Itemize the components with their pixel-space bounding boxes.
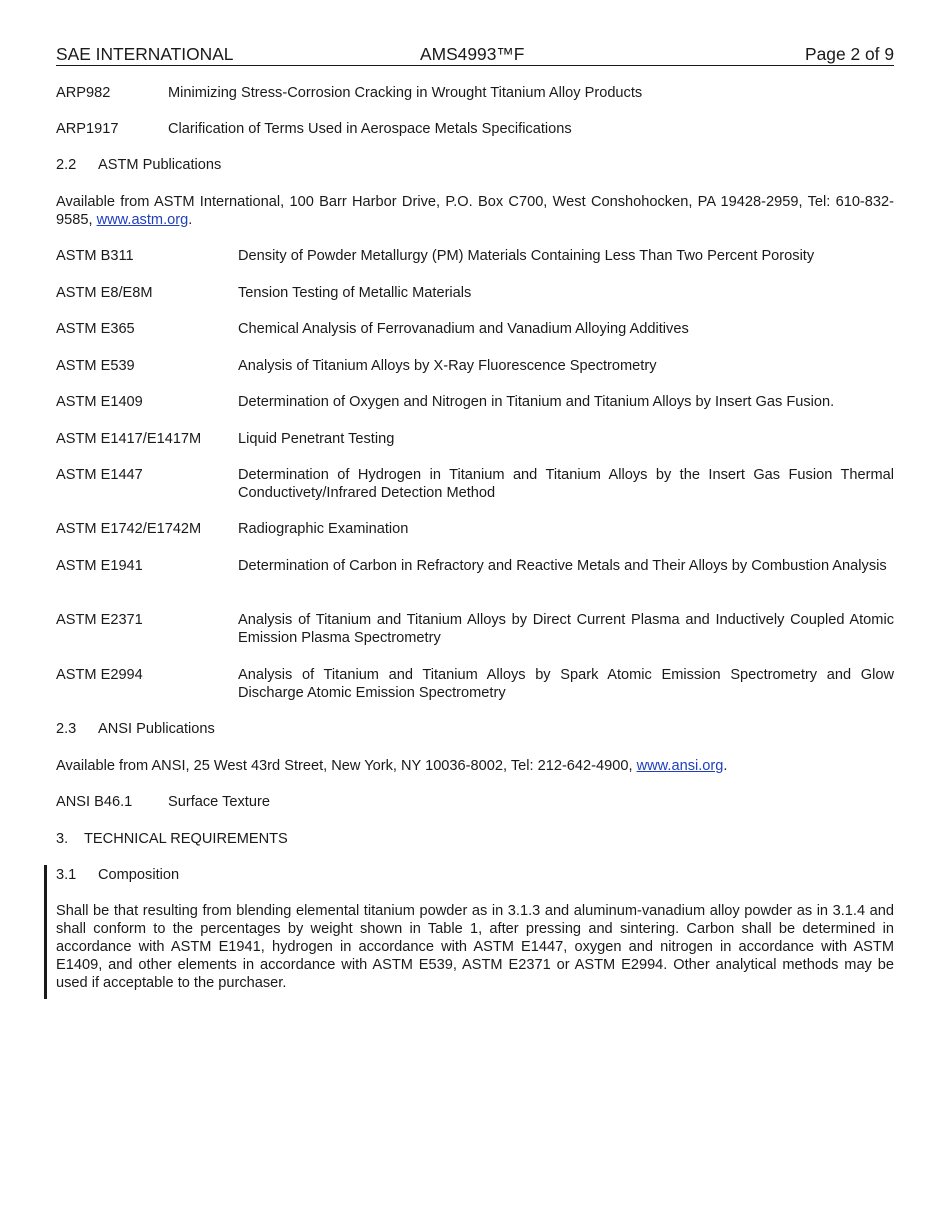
reference-row-astm-e2994 [56, 666, 894, 702]
availability-text: Available from ANSI, 25 West 43rd Street, New York, NY 10036-8002, Tel: 212-642-4900, [56, 758, 637, 774]
section-number: 2.2 [56, 157, 77, 173]
section-heading-3-1 [56, 866, 894, 884]
section-title: TECHNICAL REQUIREMENTS [84, 831, 288, 847]
reference-code: ASTM E1409 [56, 394, 143, 410]
reference-title: Density of Powder Metallurgy (PM) Materials Containing Less Than Two Percent Porosity [238, 248, 815, 264]
reference-row-astm-e1409 [56, 393, 894, 411]
reference-code: ANSI B46.1 [56, 794, 133, 810]
reference-code: ASTM B311 [56, 248, 134, 264]
section-title: ANSI Publications [98, 721, 215, 737]
header-page-number: Page 2 of 9 [805, 44, 894, 64]
reference-row-astm-e2371 [56, 611, 894, 647]
reference-code: ASTM E539 [56, 358, 135, 374]
reference-title: Determination of Oxygen and Nitrogen in Titanium and Titanium Alloys by Insert Gas Fusion. [238, 394, 835, 410]
availability-text: Available from ASTM International, 100 Barr Harbor Drive, P.O. Box C700, West Conshohocken, PA 19428-2959, Tel: 610-832-9585, [56, 194, 894, 228]
reference-code: ARP982 [56, 85, 111, 101]
reference-title: Clarification of Terms Used in Aerospace Metals Specifications [168, 121, 572, 137]
ansi-availability-paragraph [56, 757, 894, 775]
reference-code: ASTM E1742/E1742M [56, 521, 202, 537]
reference-code: ASTM E1941 [56, 558, 143, 574]
astm-website-link[interactable]: www.astm.org [96, 212, 189, 228]
section-number: 3. [56, 831, 69, 847]
availability-suffix: . [188, 212, 193, 228]
reference-code: ASTM E365 [56, 321, 135, 337]
reference-code: ARP1917 [56, 121, 119, 137]
reference-code: ASTM E2371 [56, 612, 143, 628]
section-number: 2.3 [56, 721, 77, 737]
reference-title: Analysis of Titanium and Titanium Alloys by Direct Current Plasma and Inductively Coupled Atomic Emission Plasma Spectrometry [238, 612, 894, 646]
revision-change-bar [44, 865, 47, 999]
header-org: SAE INTERNATIONAL [56, 44, 234, 64]
reference-row-arp1917 [56, 120, 894, 138]
reference-title: Surface Texture [168, 794, 270, 810]
composition-paragraph: Shall be that resulting from blending elemental titanium powder as in 3.1.3 and aluminum-vanadium alloy powder as in 3.1.4 and shall conform to the percentages by weight shown in Table 1, after pressing and sintering. Carbon shall be determined in accordance with ASTM E1941, hydrogen in accordance with ASTM E1447, oxygen and nitrogen in accordance with ASTM E1409, and other elements in accordance with ASTM E539, ASTM E2371 or ASTM E2994. Other analytical methods may be used if acceptable to the purchaser. [56, 903, 894, 991]
astm-availability-paragraph [56, 193, 894, 229]
reference-row-astm-e539 [56, 357, 894, 375]
section-heading-2-3 [56, 720, 894, 738]
reference-row-astm-e8 [56, 284, 894, 302]
reference-row-astm-e1447 [56, 466, 894, 502]
reference-title: Determination of Carbon in Refractory and Reactive Metals and Their Alloys by Combustion Analysis [238, 558, 887, 574]
reference-title: Chemical Analysis of Ferrovanadium and Vanadium Alloying Additives [238, 321, 689, 337]
section-title: ASTM Publications [98, 157, 222, 173]
reference-title: Tension Testing of Metallic Materials [238, 285, 472, 301]
reference-title: Analysis of Titanium and Titanium Alloys by Spark Atomic Emission Spectrometry and Glow Discharge Atomic Emission Spectrometry [238, 667, 894, 701]
reference-row-astm-e1941 [56, 557, 894, 593]
availability-suffix: . [723, 758, 728, 774]
reference-row-arp982 [56, 84, 894, 102]
reference-code: ASTM E8/E8M [56, 285, 153, 301]
reference-title: Determination of Hydrogen in Titanium and Titanium Alloys by the Insert Gas Fusion Thermal Conductivety/Infrared Detection Method [238, 467, 894, 501]
reference-row-ansi-b46 [56, 793, 894, 811]
section-title: Composition [98, 867, 180, 883]
reference-code: ASTM E2994 [56, 667, 143, 683]
section-heading-2-2 [56, 156, 894, 174]
section-number: 3.1 [56, 867, 77, 883]
reference-row-astm-e365 [56, 320, 894, 338]
header-doc-id: AMS4993™F [420, 44, 525, 64]
reference-title: Radiographic Examination [238, 521, 409, 537]
reference-title: Minimizing Stress-Corrosion Cracking in Wrought Titanium Alloy Products [168, 85, 643, 101]
page-header [56, 44, 894, 66]
section-heading-3 [56, 830, 894, 848]
reference-code: ASTM E1447 [56, 467, 143, 483]
reference-row-astm-e1742 [56, 520, 894, 538]
reference-row-astm-b311 [56, 247, 894, 265]
reference-code: ASTM E1417/E1417M [56, 431, 202, 447]
reference-title: Liquid Penetrant Testing [238, 431, 395, 447]
ansi-website-link[interactable]: www.ansi.org [636, 758, 724, 774]
reference-row-astm-e1417 [56, 430, 894, 448]
reference-title: Analysis of Titanium Alloys by X-Ray Fluorescence Spectrometry [238, 358, 657, 374]
